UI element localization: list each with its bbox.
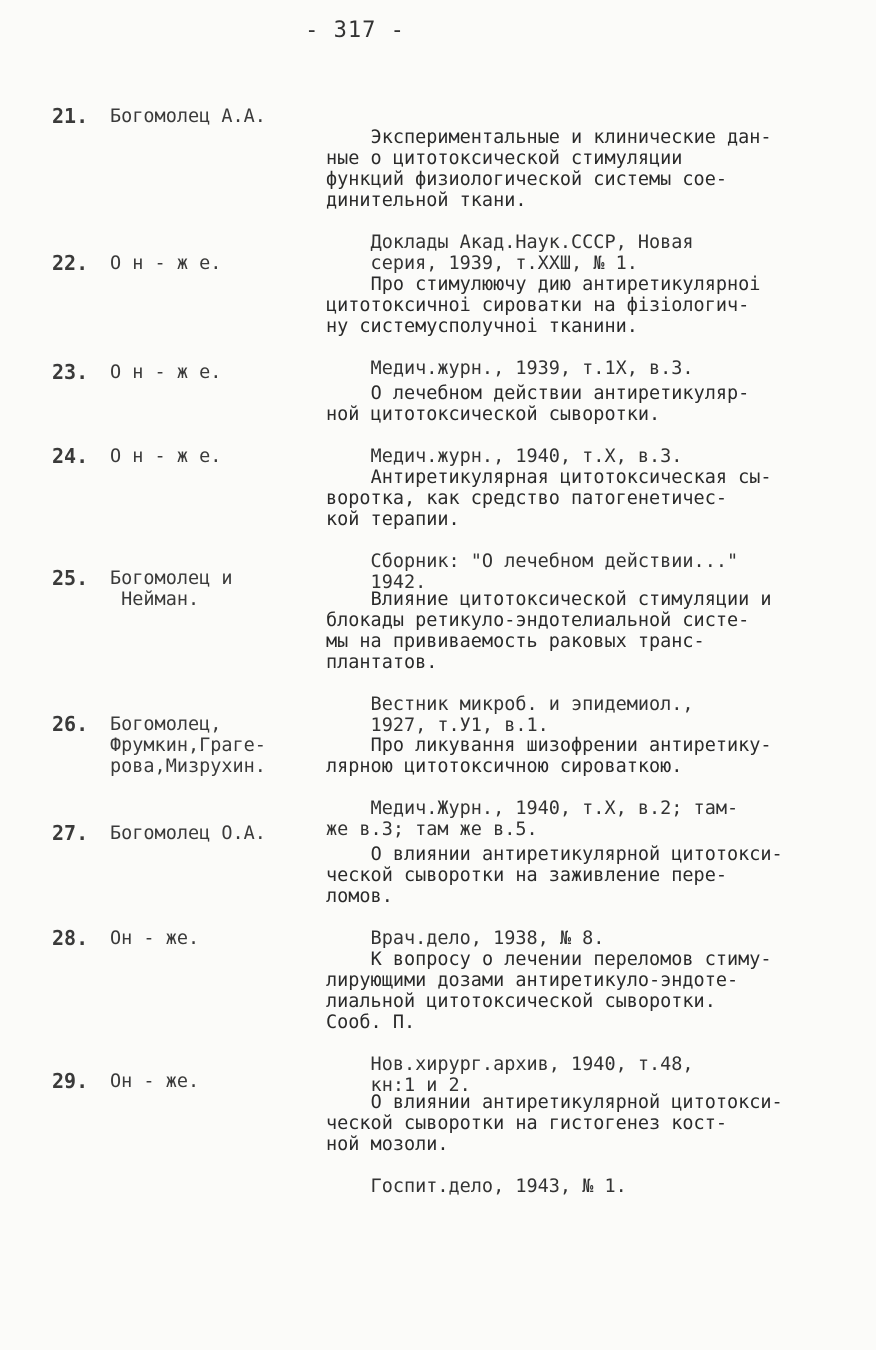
entry-number: 24. — [52, 444, 89, 468]
entry-author: О н - ж е. — [110, 253, 222, 274]
entry-source: Медич.журн., 1939, т.1Х, в.3. — [326, 358, 694, 379]
entry-source: Медич.журн., 1940, т.Х, в.3. — [326, 446, 683, 467]
entry-title — [326, 1071, 846, 1239]
entry-title-text: Влияние цитотоксической стимуляции и блокады ретикуло-эндотелиальной систе- мы на прививаемость раковых транс- плантатов. — [326, 589, 772, 673]
entry-number: 22. — [52, 251, 89, 275]
entry-number: 23. — [52, 360, 89, 384]
entry-author: Он - же. — [110, 1071, 200, 1092]
entry-source: Медич.Журн., 1940, т.Х, в.2; там- же в.3; там же в.5. — [326, 798, 739, 840]
entry-number: 27. — [52, 821, 89, 845]
entry-number: 21. — [52, 104, 89, 128]
page-number: - 317 - — [305, 18, 405, 43]
entry-author: Богомолец О.А. — [110, 823, 266, 844]
entry-author: Богомолец и Нейман. — [110, 568, 233, 610]
entry-title-text: Про стимулюючу дию антиретикулярноi цитотоксичноi сироватки на фiзiологич- ну системусполучноi тканини. — [326, 274, 761, 337]
entry-source: Доклады Акад.Наук.СССР, Новая серия, 1939, т.XXШ, № 1. — [370, 232, 694, 274]
entry-title-text: Экспериментальные и клинические дан- ные о цитотоксической стимуляции функций физиологической системы сое- динительной ткани. — [326, 127, 772, 211]
entry-number: 28. — [52, 926, 89, 950]
entry-source: Госпит.дело, 1943, № 1. — [326, 1176, 627, 1197]
entry-title-text: К вопросу о лечении переломов стиму- лирующими дозами антиретикуло-эндоте- лиальной цитотоксической сыворотки. Сооб. П. — [326, 949, 772, 1033]
entry-title-text: О влиянии антиретикулярной цитотокси- ческой сыворотки на заживление пере- ломов. — [326, 844, 783, 907]
entry-number: 25. — [52, 566, 89, 590]
entry-number: 26. — [52, 712, 89, 736]
entry-author: Он - же. — [110, 928, 200, 949]
entry-author: О н - ж е. — [110, 362, 222, 383]
entry-source: Врач.дело, 1938, № 8. — [326, 928, 605, 949]
entry-author: О н - ж е. — [110, 446, 222, 467]
entry-source: Сборник: "О лечебном действии..." 1942. — [370, 551, 739, 593]
entry-source: Нов.хирург.архив, 1940, т.48, кн:1 и 2. — [370, 1054, 694, 1096]
entry-author: Богомолец, Фрумкин,Граге- рова,Мизрухин. — [110, 714, 266, 777]
entry-title-text: Про ликування шизофрении антиретику- лярною цитотоксичною сироваткою. — [326, 735, 772, 777]
entry-title-text: О лечебном действии антиретикуляр- ной цитотоксической сыворотки. — [326, 383, 750, 425]
entry-number: 29. — [52, 1069, 89, 1093]
entry-source: Вестник микроб. и эпидемиол., 1927, т.У1, в.1. — [370, 694, 694, 736]
entry-title-text: О влиянии антиретикулярной цитотокси- ческой сыворотки на гистогенез кост- ной мозоли. — [326, 1092, 783, 1155]
entry-author: Богомолец А.А. — [110, 106, 266, 127]
entry-title-text: Антиретикулярная цитотоксическая сы- воротка, как средство патогенетичес- кой терапии. — [326, 467, 772, 530]
